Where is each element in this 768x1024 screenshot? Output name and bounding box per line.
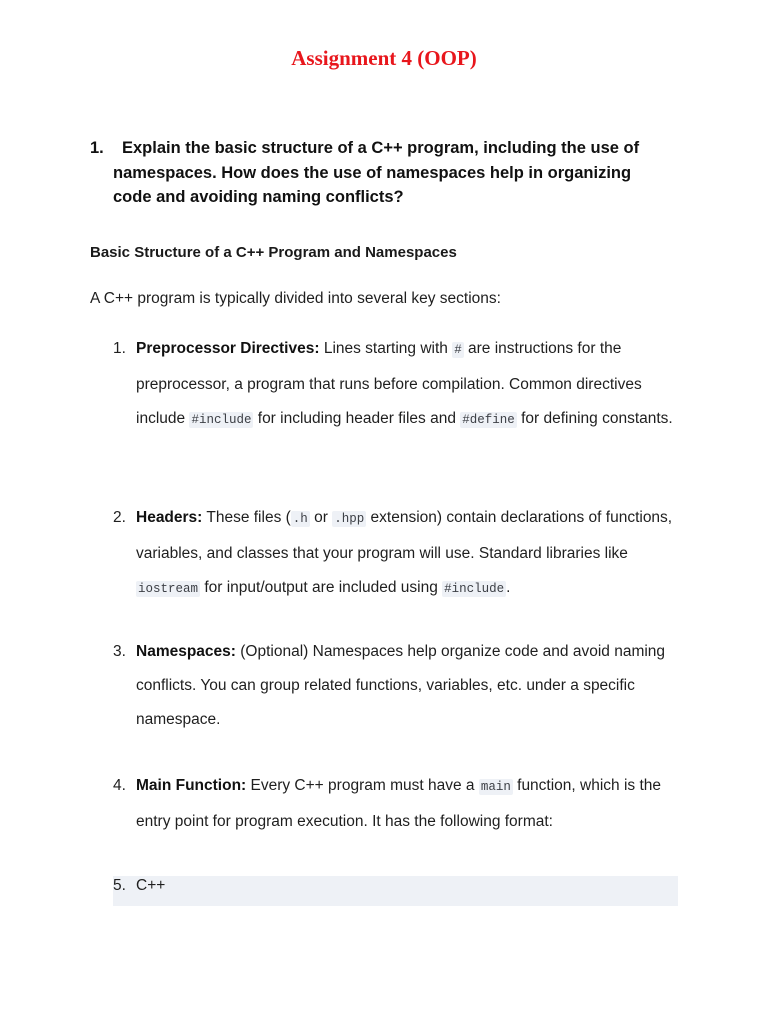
list-item-body [113,332,683,437]
list-item-heading: Namespaces: [136,643,236,660]
inline-code: .hpp [334,512,365,526]
intro-paragraph: A C++ program is typically divided into several key sections: [90,290,501,307]
text-run: for including header files and [253,409,461,427]
question-line: Explain the basic structure of a C++ program, including the use of [122,139,640,157]
text-run: Every C++ program must have a [246,777,479,794]
list-item-number: 1. [113,340,126,357]
question-1 [90,136,690,210]
question-text [90,136,690,210]
text-run: These files ( [202,509,291,526]
list-item [113,635,683,736]
inline-code: #include [191,412,252,427]
text-run: extension) contain declarations of functions, variables, and classes that your program will use. Standard libraries like [136,509,673,562]
inline-code: #define [462,412,515,427]
list-item-body [113,501,683,606]
list-item-heading: Preprocessor Directives: [136,340,320,357]
text-run: . [506,578,511,596]
text-run: are instructions for the preprocessor, a program that runs before compilation. Common directives include [136,340,642,427]
text-run: for input/output are included using [200,578,443,596]
question-number: 1. [90,139,104,157]
code-block [113,876,678,906]
list-item [113,769,683,839]
list-item-number: 2. [113,509,126,526]
inline-code: main [480,780,511,794]
list-item-body [113,769,683,839]
text-run: Lines starting with [319,340,453,357]
inline-code: #include [444,581,505,596]
list-item [113,501,683,606]
text-run: (Optional) Namespaces help organize code and avoid naming conflicts. You can group related functions, variables, etc. under a specific namespace. [136,643,666,728]
question-line: code and avoiding naming conflicts? [113,188,404,206]
text-run: function, which is the entry point for program execution. It has the following format: [136,777,662,830]
inline-code: # [454,343,462,357]
inline-code: .h [292,512,308,526]
list-item-body [113,635,683,736]
list-item-heading: Main Function: [136,777,247,794]
question-line: namespaces. How does the use of namespaces help in organizing [113,163,632,182]
text-run: for defining constants. [516,409,673,427]
list-item-number: 5. [113,877,126,894]
text-run: or [309,509,333,526]
list-item-heading: Headers: [136,509,203,526]
section-heading: Basic Structure of a C++ Program and Namespaces [90,244,457,261]
list-item-number: 3. [113,643,126,660]
inline-code: iostream [138,581,199,596]
list-item-number: 4. [113,777,126,794]
list-item [113,332,683,437]
document-title: Assignment 4 (OOP) [291,46,477,70]
code-language-label: C++ [136,877,166,894]
